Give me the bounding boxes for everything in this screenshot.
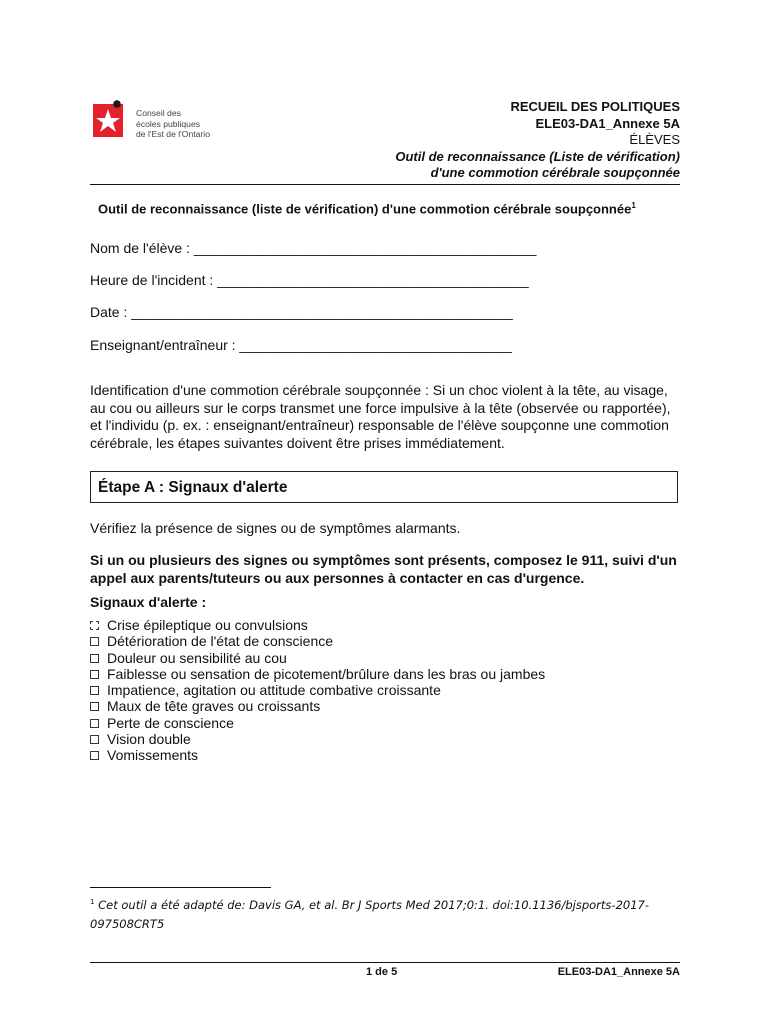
checklist-item[interactable] (90, 682, 545, 698)
checklist-item[interactable] (90, 617, 545, 633)
checklist-item[interactable] (90, 731, 545, 747)
checklist-item[interactable] (90, 715, 545, 731)
checklist-item[interactable] (90, 666, 545, 682)
intro-paragraph: Identification d'une commotion cérébrale soupçonnée : Si un choc violent à la tête, au visage, au cou ou ailleurs sur le corps transmet une force impulsive à la tête (observée ou rapportée), et l'individu (p. ex. : enseignant/entraîneur) responsable de l'élève soupçonne une commotion cérébrale, les étapes suivantes doivent être prises immédiatement. (90, 382, 671, 451)
header-collection: RECUEIL DES POLITIQUES (510, 99, 680, 114)
header-subject-line-2: d'une commotion cérébrale soupçonnée (430, 165, 680, 180)
urgent-instruction: Si un ou plusieurs des signes ou symptômes sont présents, composez le 911, suivi d'un appel aux parents/tuteurs ou aux personnes à contacter en cas d'urgence. (90, 552, 677, 586)
date-field[interactable]: Date : _________________________________________________ (90, 304, 513, 320)
checklist-item-label: Douleur ou sensibilité au cou (107, 649, 287, 666)
checkbox-icon[interactable] (90, 686, 99, 695)
checklist-item[interactable] (90, 698, 545, 714)
checkbox-icon[interactable] (90, 621, 99, 630)
page-title-text: Outil de reconnaissance (liste de vérification) d'une commotion cérébrale soupçonnée (98, 201, 632, 217)
page-number: 1 de 5 (366, 966, 398, 978)
checklist-item-label: Détérioration de l'état de conscience (107, 633, 334, 650)
header-code: ELE03-DA1_Annexe 5A (535, 115, 680, 131)
footnote-line-1: Cet outil a été adapté de: Davis GA, et al. Br J Sports Med 2017;0:1. doi:10.1136/bjsports-2017- (94, 897, 649, 912)
checklist-item-label: Crise épileptique ou convulsions (107, 617, 308, 633)
header-subject-line-1: Outil de reconnaissance (Liste de vérification) (395, 148, 680, 164)
checklist-item-label: Impatience, agitation ou attitude combative croissante (107, 682, 441, 699)
header-divider (90, 184, 680, 185)
footer-divider (90, 962, 680, 963)
checklist-item-label: Vision double (107, 731, 191, 748)
signs-heading: Signaux d'alerte : (90, 594, 207, 610)
header-category: ÉLÈVES (629, 132, 680, 147)
checkbox-icon[interactable] (90, 637, 99, 646)
checklist-item[interactable] (90, 633, 545, 649)
footnote (90, 893, 670, 934)
teacher-coach-field[interactable]: Enseignant/entraîneur : ___________________________________ (90, 337, 512, 353)
checklist-item-label: Faiblesse ou sensation de picotement/brûlure dans les bras ou jambes (107, 665, 546, 682)
student-name-field[interactable]: Nom de l'élève : ____________________________________________ (90, 240, 537, 256)
step-a-title: Étape A : Signaux d'alerte (98, 479, 288, 496)
verify-instruction: Vérifiez la présence de signes ou de symptômes alarmants. (90, 520, 461, 536)
checkbox-icon[interactable] (90, 751, 99, 760)
footnote-line-2: 097508CRT5 (90, 916, 165, 931)
red-flag-checklist (90, 617, 545, 764)
checklist-item-label: Perte de conscience (107, 714, 234, 731)
school-board-logo-icon (92, 100, 124, 138)
footer-document-code: ELE03-DA1_Annexe 5A (557, 966, 680, 978)
incident-time-field[interactable]: Heure de l'incident : ________________________________________ (90, 272, 529, 288)
logo-line-1: Conseil des (136, 108, 181, 118)
checklist-item-label: Maux de tête graves ou croissants (107, 698, 321, 715)
checkbox-icon[interactable] (90, 670, 99, 679)
checklist-item[interactable] (90, 650, 545, 666)
page-title (98, 201, 636, 216)
document-header (395, 99, 680, 182)
checkbox-icon[interactable] (90, 702, 99, 711)
checklist-item-label: Vomissements (107, 747, 199, 764)
logo-line-2: écoles publiques (136, 118, 201, 129)
footnote-number: 1 (90, 898, 95, 906)
footnote-divider (90, 887, 271, 888)
logo-line-3: de l'Est de l'Ontario (136, 129, 210, 139)
checklist-item[interactable] (90, 747, 545, 763)
checkbox-icon[interactable] (90, 654, 99, 663)
checkbox-icon[interactable] (90, 735, 99, 744)
checkbox-icon[interactable] (90, 719, 99, 728)
logo-text (136, 108, 210, 140)
footnote-ref: 1 (631, 201, 636, 210)
